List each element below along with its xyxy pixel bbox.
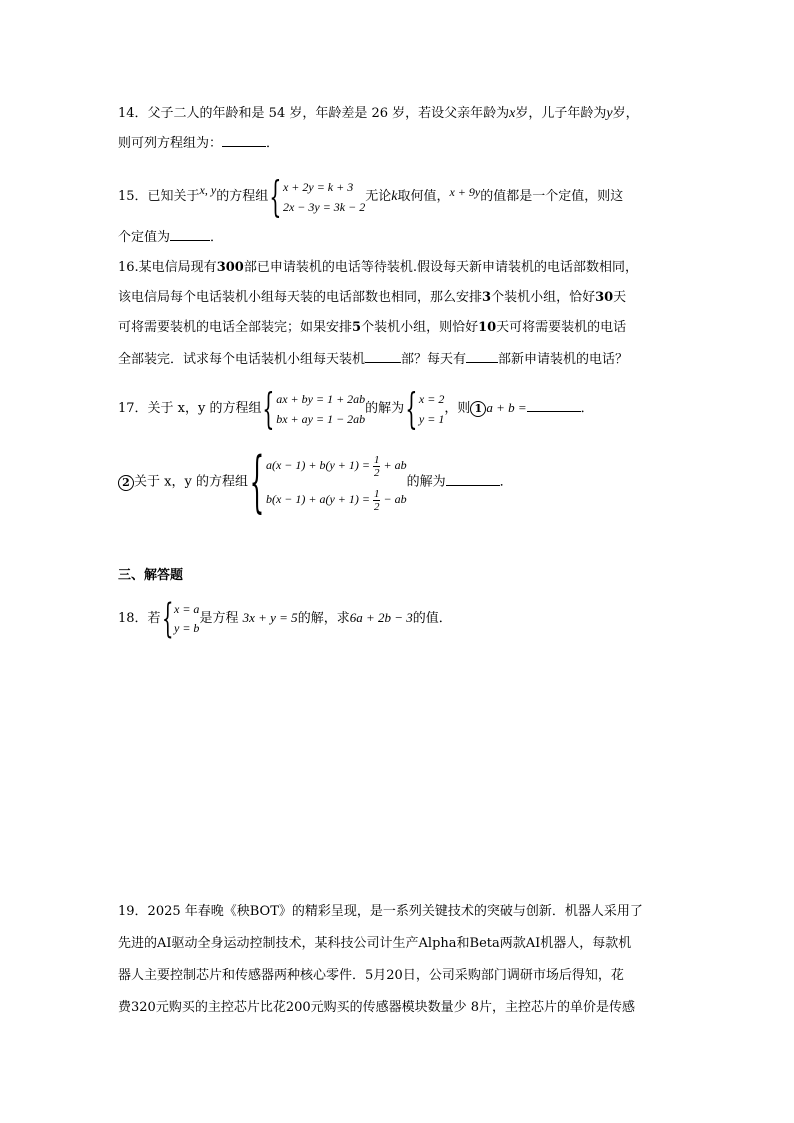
var-k: k [391,189,398,204]
numerator: 1 [373,453,380,466]
brace-icon: { [405,383,418,433]
q14-line1 [118,104,639,124]
q17-sol2: y = 1 [418,411,445,426]
q16-text-c: 该电信局每个电话装机小组每天装的电话部数也相同，那么安排 [118,290,483,305]
q17-then: ，则 [444,401,471,416]
denominator: 2 [373,466,380,479]
q17-prefix: 17．关于 x，y 的方程组 [118,401,262,416]
q17-eq4 [266,482,407,516]
q15-text2: 无论 [365,189,392,204]
brace-icon: { [262,383,275,433]
q16-number: 3 [482,290,492,305]
q18-expr: 6a + 2b − 3 [349,610,413,625]
q18-prefix: 18．若 [118,611,161,626]
answer-blank [365,350,401,363]
q14-text-b: 岁，儿子年龄为 [515,106,607,121]
answer-blank [170,228,210,241]
q16-line2 [118,288,626,308]
q15-line2 [118,228,223,248]
q16-text-j: 部？每天有 [401,352,467,367]
q17-eq2: bx + ay = 1 − 2ab [276,411,366,426]
fraction [373,488,381,513]
q16-number: 30 [595,290,614,305]
q14-text-a: 14．父子二人的年龄和是 54 岁，年龄差是 26 岁，若设父亲年龄为 [118,106,510,121]
brace-icon: { [161,595,174,642]
q19-line2: 先进的AI驱动全身运动控制技术，某科技公司计生产Alpha和Beta两款AI机器人，每款机 [118,936,632,951]
q16-line3 [118,318,626,338]
q16-text-e: 天 [613,290,627,305]
q15-eq1: x + 2y = k + 3 [282,179,354,194]
q15-mid: 的方程组 [216,189,269,204]
q16-text-b: 部已申请装机的电话等待装机.假设每天新申请装机的电话部数相同， [243,260,638,275]
q17-eq1: ax + by = 1 + 2ab [276,391,366,406]
q16-text-k: 部新申请装机的电话？ [498,352,629,367]
q17-eq3-left: a(x − 1) + b(y + 1) = [265,458,370,472]
q17-sol-text: 的解为 [365,401,405,416]
answer-blank [222,134,266,147]
q16-number: 10 [478,320,497,335]
q17-equations2 [266,448,407,516]
var-y: y [606,106,613,121]
q19-line4: 费320元购买的主控芯片比花200元购买的传感器模块数量少 8片，主控芯片的单价是传感 [118,1000,636,1015]
brace-icon: { [269,171,282,221]
q18-line [118,595,452,642]
answer-blank [466,350,498,363]
section-title: 三、解答题 [118,568,184,583]
q15-prefix: 15．已知关于 [118,189,200,204]
q14-line2 [118,134,279,154]
q17-system [261,383,366,433]
q15-end: ． [210,230,224,245]
q15-system [268,171,366,221]
q19-line3: 器人主要控制芯片和传感器两种核心零件．5月20日，公司采购部门调研市场后得知，花 [118,968,624,983]
q17-eq3-right: + ab [383,458,407,472]
q16-line4 [118,350,628,370]
denominator: 2 [373,500,380,513]
q16-text-i: 全部装完．试求每个电话装机小组每天装机 [118,352,366,367]
q16-text-d: 个装机小组，恰好 [491,290,596,305]
q15-text4: 的值都是一个定值，则这 [480,189,624,204]
q19-line1: 19．2025 年春晚《秧BOT》的精彩呈现，是一系列关键技术的突破与创新．机器人采用了 [118,904,643,919]
q17-part2-prefix: 关于 x，y 的方程组 [134,474,248,490]
q14-end: ． [266,136,280,151]
q16-number: 300 [216,260,244,275]
q16-text-h: 天可将需要装机的电话 [496,320,627,335]
q17-line2 [118,443,513,520]
q18-system [161,595,200,642]
q14-text-d: 则可列方程组为： [118,136,223,151]
q17-eq3 [266,448,407,482]
q16-text-g: 个装机小组，则恰好 [361,320,479,335]
var-x: x [509,106,516,121]
q16-number: 5 [352,320,362,335]
q17-solution [404,383,445,433]
q15-expr: x + 9y [449,185,481,199]
q17-system2 [248,443,407,520]
q17-expr: a + b = [486,400,527,415]
q16-text-f: 可将需要装机的电话全部装完；如果安排 [118,320,353,335]
q16-text-a: 16.某电信局现有 [118,260,217,275]
q18-equations [174,600,199,638]
q18-text: 的解，求 [297,611,350,626]
q15-text5: 个定值为 [118,230,171,245]
brace-icon: { [249,443,265,520]
q15-equations [283,177,365,217]
q15-eq2: 2x − 3y = 3k − 2 [282,199,366,214]
answer-blank [527,399,581,412]
q17-line1 [118,383,594,433]
q17-part2-sol: 的解为 [406,474,446,490]
q17-eq4-left: b(x − 1) + a(y + 1) = [265,492,370,506]
q17-end: ． [580,401,594,416]
q17-end2: ． [499,474,513,490]
circled-number-icon: 1 [470,401,486,417]
q14-text-c: 岁， [612,106,639,121]
circled-number-icon: 2 [118,475,134,491]
q16-line1 [118,258,638,278]
q18-eq1: x = a [174,601,200,616]
q15-vars: x, y [199,183,217,197]
q17-equations [276,389,365,429]
q15-line1 [118,168,624,221]
q17-eq4-right: − ab [383,492,407,506]
numerator: 1 [373,487,380,500]
q18-eqn: 3x + y = 5 [242,610,298,625]
q18-mid: 是方程 [199,611,239,626]
answer-blank [446,473,500,486]
q17-sol1: x = 2 [418,391,445,406]
q15-text3: 取何值， [397,189,450,204]
q17-sol-equations [419,389,444,429]
fraction [373,454,381,479]
q18-eq2: y = b [174,620,200,635]
q18-end: 的值． [412,611,452,626]
